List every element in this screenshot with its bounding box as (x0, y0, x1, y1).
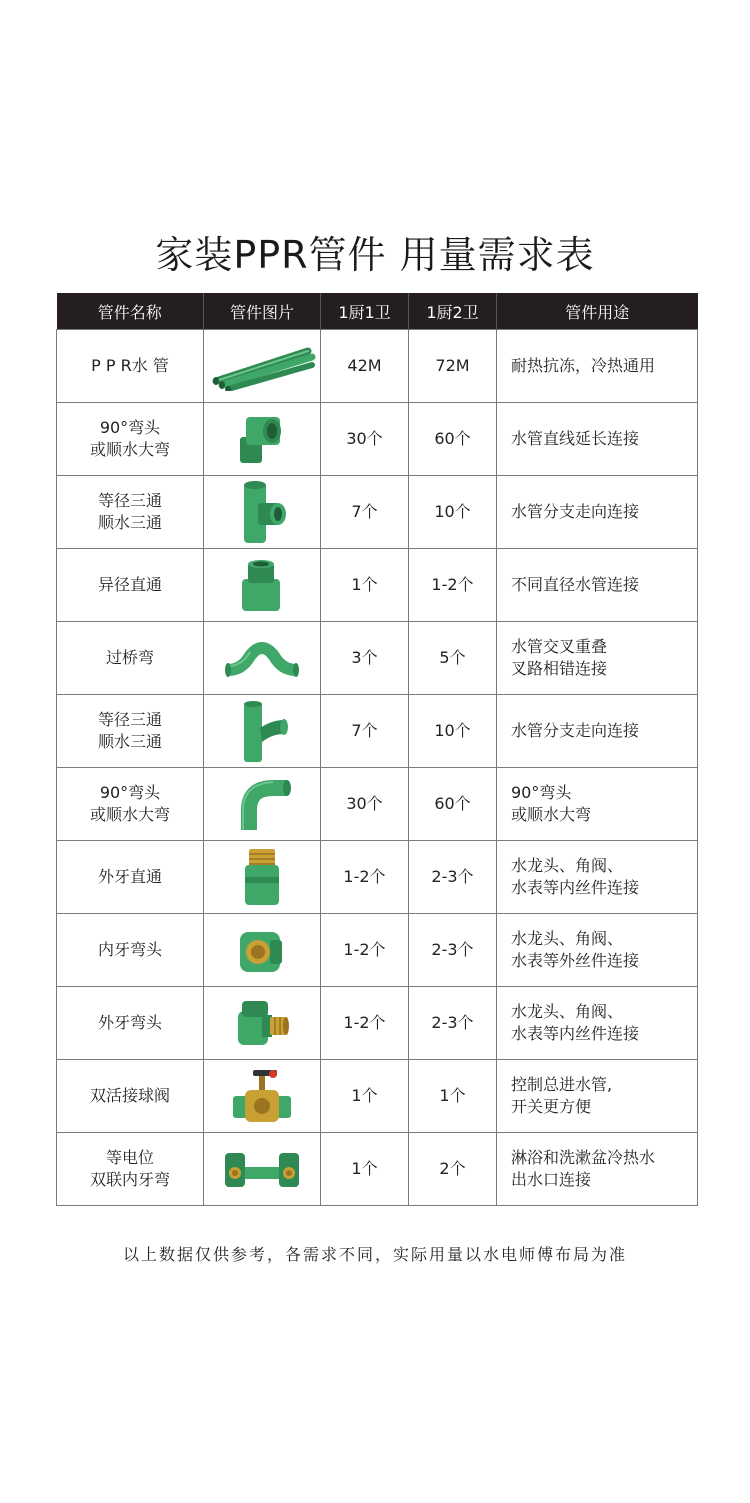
male-elbow-icon (204, 993, 320, 1053)
female-elbow-icon (204, 920, 320, 980)
table-row (57, 768, 698, 841)
fitting-image (204, 476, 321, 549)
fitting-name: 90°弯头 或顺水大弯 (57, 768, 204, 841)
header-name: 管件名称 (57, 293, 204, 330)
fitting-image (204, 403, 321, 476)
fitting-image (204, 549, 321, 622)
fitting-name: 等电位 双联内牙弯 (57, 1133, 204, 1206)
qty-1k2b: 2-3个 (409, 987, 497, 1060)
male-coupling-icon (204, 845, 320, 909)
fitting-name: 等径三通 顺水三通 (57, 695, 204, 768)
fittings-table (56, 293, 698, 1206)
header-1k1b: 1厨1卫 (321, 293, 409, 330)
qty-1k1b: 1-2个 (321, 987, 409, 1060)
qty-1k1b: 30个 (321, 768, 409, 841)
qty-1k2b: 60个 (409, 768, 497, 841)
table-row (57, 914, 698, 987)
fitting-name: 双活接球阀 (57, 1060, 204, 1133)
fitting-image (204, 1060, 321, 1133)
page-title: 家装PPR管件 用量需求表 (155, 233, 595, 277)
fitting-image (204, 987, 321, 1060)
fitting-image (204, 768, 321, 841)
fitting-image (204, 914, 321, 987)
fitting-name: 外牙直通 (57, 841, 204, 914)
bridge-bend-icon (204, 636, 320, 680)
qty-1k2b: 2-3个 (409, 914, 497, 987)
double-elbow-icon (204, 1143, 320, 1195)
qty-1k1b: 1个 (321, 549, 409, 622)
fitting-name: 90°弯头 或顺水大弯 (57, 403, 204, 476)
qty-1k1b: 1-2个 (321, 914, 409, 987)
elbow-90-icon (204, 409, 320, 469)
fitting-usage: 淋浴和洗漱盆冷热水 出水口连接 (497, 1133, 698, 1206)
fitting-usage: 90°弯头 或顺水大弯 (497, 768, 698, 841)
fitting-name: 过桥弯 (57, 622, 204, 695)
sweep-bend-icon (204, 774, 320, 834)
qty-1k2b: 2-3个 (409, 841, 497, 914)
table-row (57, 695, 698, 768)
qty-1k1b: 1个 (321, 1060, 409, 1133)
qty-1k1b: 1个 (321, 1133, 409, 1206)
qty-1k2b: 1-2个 (409, 549, 497, 622)
qty-1k1b: 1-2个 (321, 841, 409, 914)
table-row (57, 622, 698, 695)
fitting-name: P P R水 管 (57, 330, 204, 403)
qty-1k1b: 7个 (321, 476, 409, 549)
fitting-usage: 水管分支走向连接 (497, 476, 698, 549)
ball-valve-icon (204, 1066, 320, 1126)
qty-1k1b: 7个 (321, 695, 409, 768)
fitting-usage: 水龙头、角阀、 水表等外丝件连接 (497, 914, 698, 987)
fitting-name: 异径直通 (57, 549, 204, 622)
qty-1k1b: 30个 (321, 403, 409, 476)
qty-1k2b: 2个 (409, 1133, 497, 1206)
fitting-name: 内牙弯头 (57, 914, 204, 987)
table-row (57, 549, 698, 622)
fitting-image (204, 695, 321, 768)
header-1k2b: 1厨2卫 (409, 293, 497, 330)
table-row (57, 1133, 698, 1206)
fitting-usage: 水龙头、角阀、 水表等内丝件连接 (497, 987, 698, 1060)
fitting-usage: 水管直线延长连接 (497, 403, 698, 476)
fitting-usage: 控制总进水管, 开关更方便 (497, 1060, 698, 1133)
footnote: 以上数据仅供参考，各需求不同，实际用量以水电师傅布局为准 (122, 1245, 627, 1264)
qty-1k1b: 3个 (321, 622, 409, 695)
fitting-image (204, 1133, 321, 1206)
qty-1k2b: 10个 (409, 476, 497, 549)
table-row (57, 1060, 698, 1133)
qty-1k2b: 60个 (409, 403, 497, 476)
ppr-pipe-icon (204, 341, 320, 391)
fitting-name: 等径三通 顺水三通 (57, 476, 204, 549)
qty-1k2b: 5个 (409, 622, 497, 695)
fitting-usage: 水龙头、角阀、 水表等内丝件连接 (497, 841, 698, 914)
qty-1k2b: 10个 (409, 695, 497, 768)
table-row (57, 403, 698, 476)
table-row (57, 841, 698, 914)
table-row (57, 330, 698, 403)
header-image: 管件图片 (204, 293, 321, 330)
qty-1k2b: 1个 (409, 1060, 497, 1133)
sweep-tee-icon (204, 698, 320, 764)
fitting-usage: 耐热抗冻，冷热通用 (497, 330, 698, 403)
fitting-image (204, 841, 321, 914)
fitting-usage: 水管分支走向连接 (497, 695, 698, 768)
fitting-usage: 不同直径水管连接 (497, 549, 698, 622)
table-header-row (57, 293, 698, 330)
fitting-image (204, 622, 321, 695)
table-row (57, 987, 698, 1060)
header-usage: 管件用途 (497, 293, 698, 330)
qty-1k2b: 72M (409, 330, 497, 403)
fitting-name: 外牙弯头 (57, 987, 204, 1060)
fitting-usage: 水管交叉重叠 叉路相错连接 (497, 622, 698, 695)
tee-icon (204, 479, 320, 545)
qty-1k1b: 42M (321, 330, 409, 403)
fitting-image (204, 330, 321, 403)
reducer-icon (204, 555, 320, 615)
table-row (57, 476, 698, 549)
